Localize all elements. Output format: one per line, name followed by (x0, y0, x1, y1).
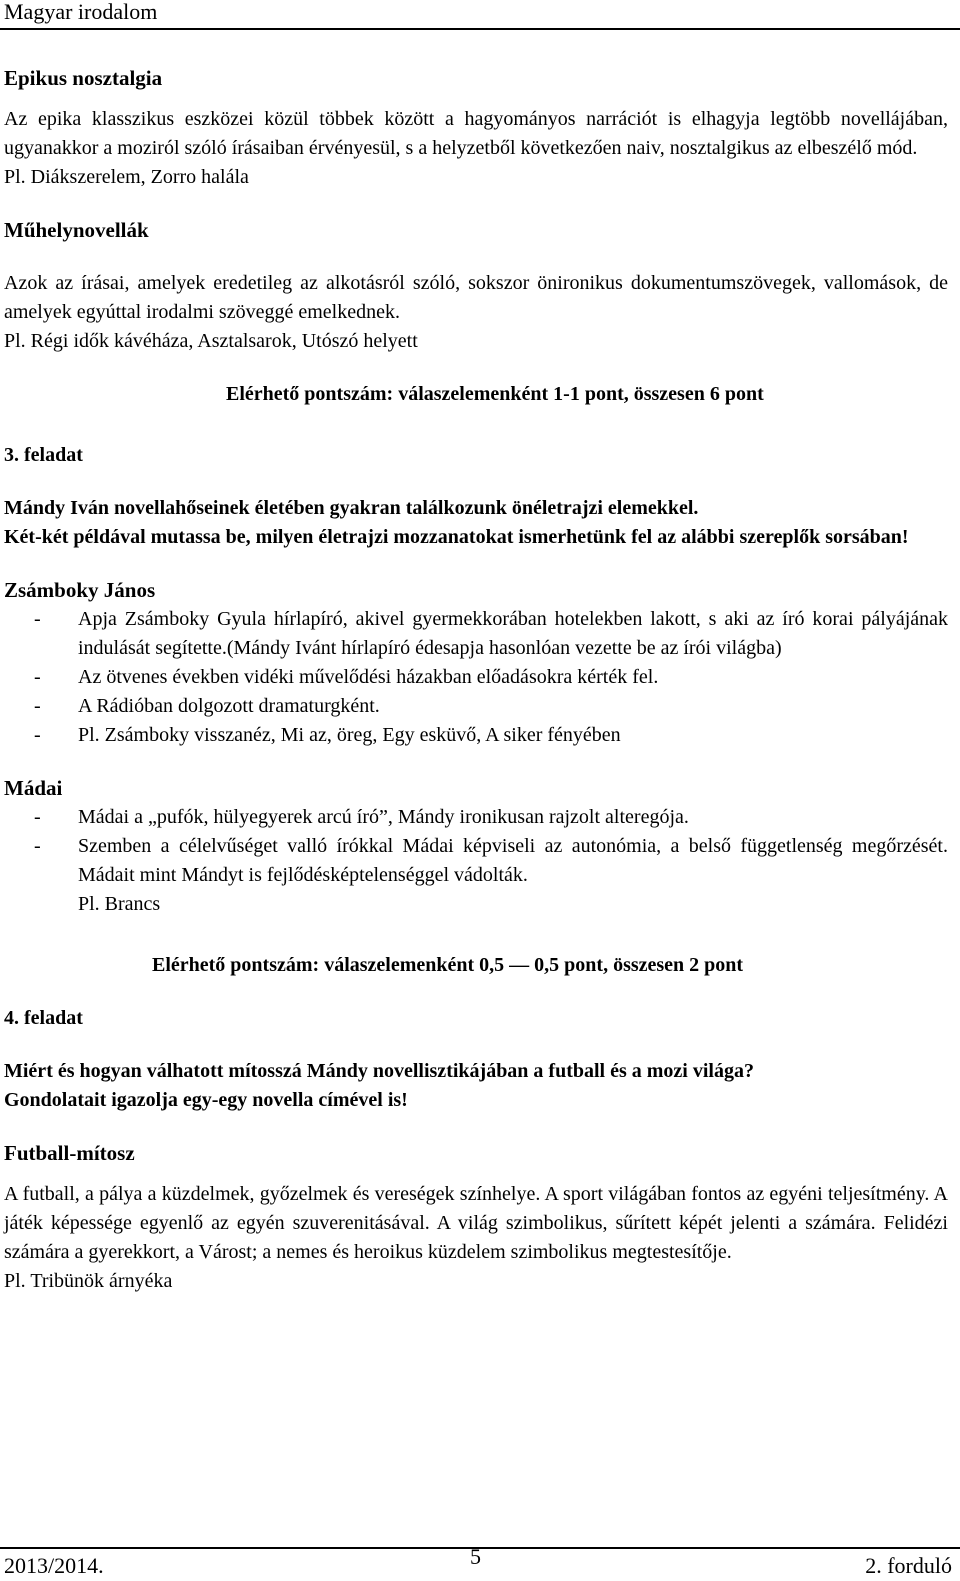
futball-title: Futball-mítosz (4, 1141, 135, 1165)
page-header (0, 0, 960, 30)
paragraph-epikus: Az epika klasszikus eszközei közül többek között a hagyományos narrációt is elhagyja legtöbb novellájában, ugyanakkor a moziról szóló írásaiban érvényesül, s a helyzetből következően naiv, nosztalgikus az elbeszélő mód. (4, 108, 948, 159)
zsamboky-title: Zsámboky János (4, 578, 156, 602)
paragraph-futball: A futball, a pálya a küzdelmek, győzelmek és vereségek színhelye. A sport világában fontos az egyéni teljesítmény. A játék képessége egyenlő az egyén szuverenitásával. A világ szimbolikus, sűrített képét jelenti a számára. Felidézi számára a gyerekkort, a Várost; a nemes és heroikus küzdelem szimbolikus megtestesítője. (4, 1183, 948, 1263)
task-4-question-1: Miért és hogyan válhatott mítosszá Mándy novellisztikájában a futball és a mozi világa? (4, 1060, 754, 1082)
list-item: - Az ötvenes években vidéki művelődési házakban előadásokra kérték fel. (34, 666, 659, 688)
task-3-title: 3. feladat (4, 444, 83, 466)
section-title-epikus: Epikus nosztalgia (4, 66, 163, 90)
example-epikus: Pl. Diákszerelem, Zorro halála (4, 166, 249, 188)
document-body (4, 64, 948, 1296)
task-4-title: 4. feladat (4, 1007, 83, 1029)
example-futball: Pl. Tribünök árnyéka (4, 1270, 173, 1292)
footer-year: 2013/2014. (4, 1553, 104, 1578)
list-item: - Mádai a „pufók, hülyegyerek arcú író”, Mándy ironikusan rajzolt alteregója. (34, 806, 689, 828)
task-3-question-1: Mándy Iván novellahőseinek életében gyakran találkozunk önéletrajzi elemekkel. (4, 497, 699, 519)
example-muhely: Pl. Régi idők kávéháza, Asztalsarok, Utószó helyett (4, 330, 418, 352)
header-title: Magyar irodalom (4, 0, 158, 24)
task-4-question-2: Gondolatait igazolja egy-egy novella címével is! (4, 1089, 408, 1111)
list-item: - Pl. Zsámboky visszanéz, Mi az, öreg, Egy esküvő, A siker fényében (34, 724, 621, 746)
page-number: 5 (470, 1544, 481, 1569)
list-item: Pl. Brancs (78, 893, 161, 915)
madai-list (4, 803, 948, 919)
madai-title: Mádai (4, 776, 63, 800)
section-title-muhely: Műhelynovellák (4, 218, 149, 242)
points-line-1: Elérhető pontszám: válaszelemenként 1-1 pont, összesen 6 pont (226, 383, 764, 405)
footer-round: 2. forduló (865, 1553, 952, 1578)
paragraph-muhely: Azok az írásai, amelyek eredetileg az alkotásról szóló, sokszor önironikus dokumentumszövegek, vallomások, de amelyek egyúttal irodalmi szöveggé emelkednek. (4, 272, 948, 323)
list-item: - Apja Zsámboky Gyula hírlapíró, akivel gyermekkorában hotelekben lakott, s aki az író korai pályájának indulását segítette.(Mándy Ivánt hírlapíró édesapja hasonlóan vezette be az írói világba) (34, 608, 948, 659)
task-3-question-2: Két-két példával mutassa be, milyen életrajzi mozzanatokat ismerhetünk fel az alábbi szereplők sorsában! (4, 526, 909, 548)
list-item: - Szemben a célelvűséget valló írókkal Mádai képviseli az autonómia, a belső függetlenség megőrzését. Mádait mint Mándyt is fejlődésképtelenséggel vádolták. (34, 835, 948, 886)
points-line-2: Elérhető pontszám: válaszelemenként 0,5 — 0,5 pont, összesen 2 pont (152, 954, 744, 976)
list-item: - A Rádióban dolgozott dramaturgként. (34, 695, 380, 717)
zsamboky-list (4, 605, 948, 750)
